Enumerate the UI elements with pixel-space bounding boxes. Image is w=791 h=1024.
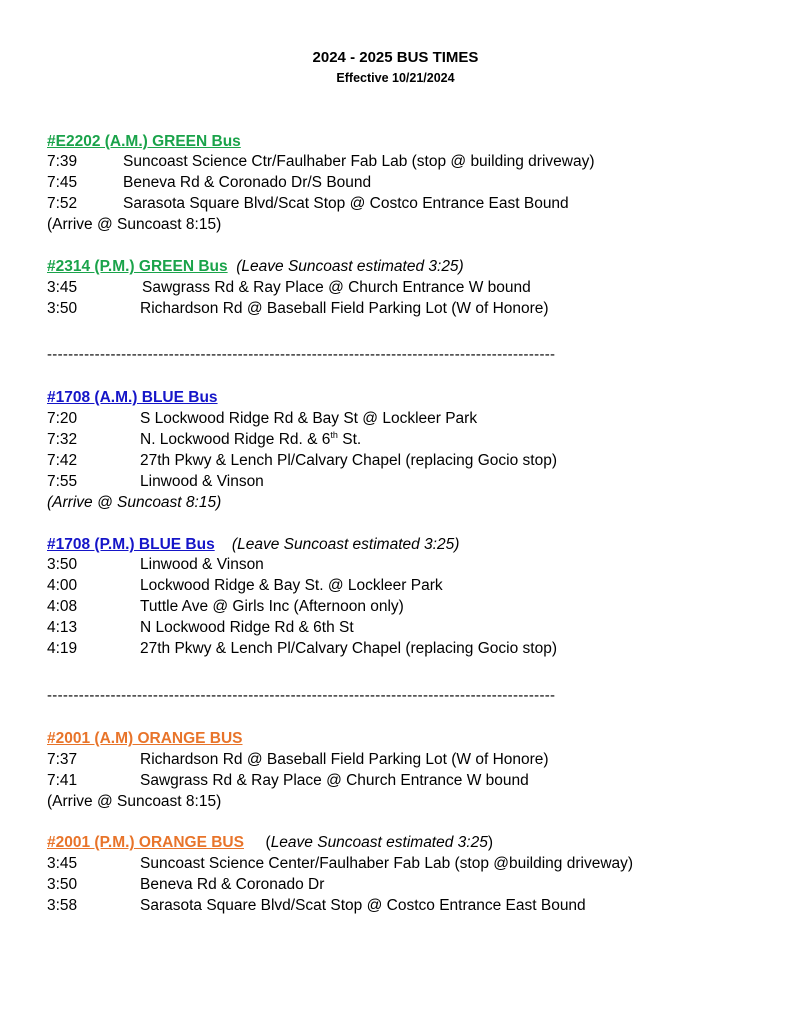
orange-am-header xyxy=(47,730,243,748)
stop-time: 3:50 xyxy=(47,300,78,317)
arrival-note: (Arrive @ Suncoast 8:15) xyxy=(47,216,222,233)
stop-time: 4:08 xyxy=(47,598,78,615)
blue-pm-route: #1708 (P.M.) BLUE Bus xyxy=(47,536,215,553)
stop-location: 27th Pkwy & Lench Pl/Calvary Chapel (replacing Gocio stop) xyxy=(140,640,557,657)
stop-time: 7:45 xyxy=(47,174,78,191)
stop-time: 7:42 xyxy=(47,452,78,469)
stop-time: 4:00 xyxy=(47,577,78,594)
stop-location: Richardson Rd @ Baseball Field Parking Lot (W of Honore) xyxy=(140,751,549,768)
stop-time: 4:13 xyxy=(47,619,78,636)
orange-am-route: #2001 (A.M) ORANGE BUS xyxy=(47,730,243,747)
stop-location: 27th Pkwy & Lench Pl/Calvary Chapel (replacing Gocio stop) xyxy=(140,452,557,469)
stop-time: 7:55 xyxy=(47,473,78,490)
stop-location: Beneva Rd & Coronado Dr/S Bound xyxy=(123,174,372,191)
departure-note: (Leave Suncoast estimated 3:25) xyxy=(236,258,464,275)
stop-location: S Lockwood Ridge Rd & Bay St @ Lockleer Park xyxy=(140,410,478,427)
departure-note: (Leave Suncoast estimated 3:25) xyxy=(231,536,460,553)
stop-location: N. Lockwood Ridge Rd. & 6th St. xyxy=(140,430,362,448)
stop-location: Linwood & Vinson xyxy=(140,556,264,573)
blue-am-header xyxy=(47,389,218,407)
stop-location: Sawgrass Rd & Ray Place @ Church Entrance W bound xyxy=(142,279,531,296)
arrival-note: (Arrive @ Suncoast 8:15) xyxy=(47,793,222,810)
green-am-header xyxy=(47,133,241,151)
green-pm-route: #2314 (P.M.) GREEN Bus xyxy=(47,258,228,275)
stop-location: Tuttle Ave @ Girls Inc (Afternoon only) xyxy=(140,598,404,615)
effective-date: Effective 10/21/2024 xyxy=(336,71,455,85)
stop-location: Sarasota Square Blvd/Scat Stop @ Costco Entrance East Bound xyxy=(140,897,586,914)
stop-time: 3:45 xyxy=(47,855,78,872)
stop-time: 7:37 xyxy=(47,751,78,768)
green-pm-header xyxy=(47,258,464,276)
stop-time: 7:39 xyxy=(47,153,78,170)
stop-time: 3:50 xyxy=(47,876,78,893)
stop-location: Suncoast Science Center/Faulhaber Fab Lab (stop @building driveway) xyxy=(140,855,634,872)
section-divider: ------------------------------------------------------------------------------------------------ xyxy=(47,687,556,704)
stop-location: Sarasota Square Blvd/Scat Stop @ Costco Entrance East Bound xyxy=(123,195,569,212)
stop-time: 3:50 xyxy=(47,556,78,573)
stop-time: 7:41 xyxy=(47,772,78,789)
page-title: 2024 - 2025 BUS TIMES xyxy=(312,49,479,66)
section-divider: ------------------------------------------------------------------------------------------------ xyxy=(47,346,556,363)
stop-time: 7:52 xyxy=(47,195,78,212)
stop-time: 4:19 xyxy=(47,640,78,657)
orange-pm-route: #2001 (P.M.) ORANGE BUS xyxy=(47,834,244,851)
stop-location: Richardson Rd @ Baseball Field Parking Lot (W of Honore) xyxy=(140,300,549,317)
green-am-route: #E2202 (A.M.) GREEN Bus xyxy=(47,133,241,150)
stop-time: 7:20 xyxy=(47,410,78,427)
stop-time: 3:45 xyxy=(47,279,78,296)
stop-location: Linwood & Vinson xyxy=(140,473,264,490)
stop-location: Lockwood Ridge & Bay St. @ Lockleer Park xyxy=(140,577,443,594)
stop-time: 3:58 xyxy=(47,897,78,914)
orange-pm-header: #2001 (P.M.) ORANGE BUS (Leave Suncoast estimated 3:25) xyxy=(47,834,494,851)
stop-location: N Lockwood Ridge Rd & 6th St xyxy=(140,619,354,636)
stop-location: Sawgrass Rd & Ray Place @ Church Entrance W bound xyxy=(140,772,529,789)
blue-pm-header xyxy=(47,536,459,554)
stop-location: Suncoast Science Ctr/Faulhaber Fab Lab (stop @ building driveway) xyxy=(123,153,595,170)
stop-time: 7:32 xyxy=(47,431,78,448)
stop-location: Beneva Rd & Coronado Dr xyxy=(140,876,325,893)
blue-am-route: #1708 (A.M.) BLUE Bus xyxy=(47,389,218,406)
departure-note: Leave Suncoast estimated 3:25 xyxy=(270,834,488,851)
arrival-note: (Arrive @ Suncoast 8:15) xyxy=(47,494,222,511)
